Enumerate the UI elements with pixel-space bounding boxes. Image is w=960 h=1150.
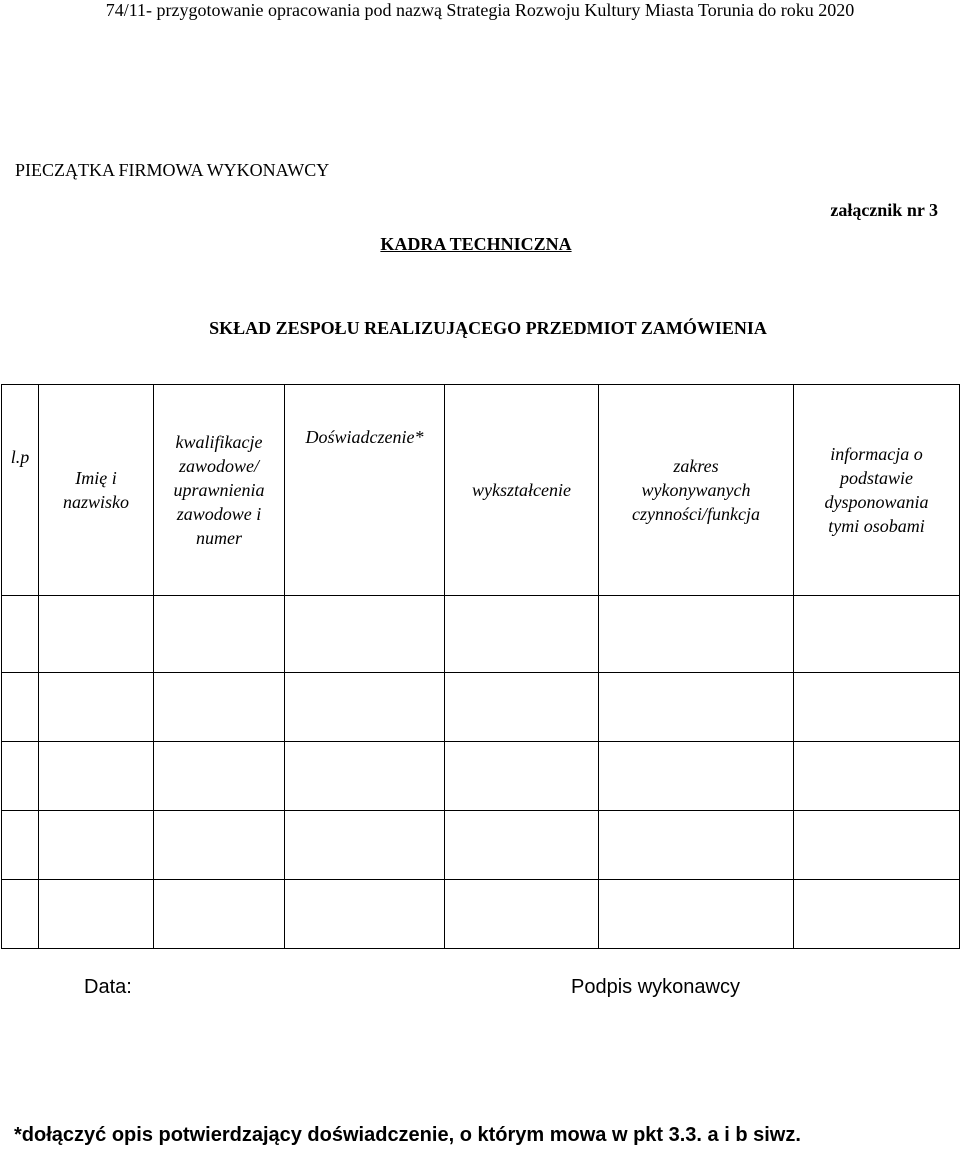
table-row: [2, 673, 960, 742]
table-cell[interactable]: [599, 673, 794, 742]
table-row: [2, 880, 960, 949]
document-header: 74/11- przygotowanie opracowania pod nazwą Strategia Rozwoju Kultury Miasta Torunia do roku 2020: [105, 0, 855, 20]
page-subtitle: SKŁAD ZESPOŁU REALIZUJĄCEGO PRZEDMIOT ZAMÓWIENIA: [209, 318, 767, 338]
annex-label: załącznik nr 3: [830, 200, 938, 220]
table-cell[interactable]: [2, 742, 39, 811]
table-cell[interactable]: [39, 811, 154, 880]
column-header-qualifications: kwalifikacje zawodowe/ uprawnienia zawodowe i numer: [154, 385, 285, 596]
table-header-row: [2, 385, 960, 596]
page-title: KADRA TECHNICZNA: [380, 234, 572, 254]
table-cell[interactable]: [39, 673, 154, 742]
table-row: [2, 742, 960, 811]
table-cell[interactable]: [154, 596, 285, 673]
table-cell[interactable]: [39, 880, 154, 949]
table-cell[interactable]: [599, 811, 794, 880]
table-cell[interactable]: [154, 880, 285, 949]
table-cell[interactable]: [2, 811, 39, 880]
table-cell[interactable]: [285, 596, 445, 673]
table-cell[interactable]: [154, 673, 285, 742]
staff-table: [1, 384, 960, 949]
footnote: *dołączyć opis potwierdzający doświadczenie, o którym mowa w pkt 3.3. a i b siwz.: [14, 1124, 801, 1146]
column-header-education: wykształcenie: [445, 385, 599, 596]
table-cell[interactable]: [39, 742, 154, 811]
table-cell[interactable]: [2, 673, 39, 742]
table-cell[interactable]: [285, 880, 445, 949]
company-stamp-label: PIECZĄTKA FIRMOWA WYKONAWCY: [15, 160, 330, 180]
table-row: [2, 811, 960, 880]
table-cell[interactable]: [2, 880, 39, 949]
table-cell[interactable]: [39, 596, 154, 673]
column-header-scope: zakres wykonywanych czynności/funkcja: [599, 385, 794, 596]
table-cell[interactable]: [794, 742, 960, 811]
table-cell[interactable]: [445, 811, 599, 880]
table-cell[interactable]: [445, 673, 599, 742]
column-header-name: Imię i nazwisko: [39, 385, 154, 596]
table-cell[interactable]: [154, 811, 285, 880]
table-cell[interactable]: [445, 742, 599, 811]
table-cell[interactable]: [2, 596, 39, 673]
table-cell[interactable]: [285, 673, 445, 742]
table-cell[interactable]: [599, 880, 794, 949]
table-cell[interactable]: [794, 811, 960, 880]
table-cell[interactable]: [599, 742, 794, 811]
table-cell[interactable]: [599, 596, 794, 673]
table-cell[interactable]: [794, 673, 960, 742]
table-cell[interactable]: [285, 811, 445, 880]
table-cell[interactable]: [445, 596, 599, 673]
column-header-disposal-basis: informacja o podstawie dysponowania tymi osobami: [794, 385, 960, 596]
table-cell[interactable]: [285, 742, 445, 811]
column-header-experience: Doświadczenie*: [285, 385, 445, 596]
table-row: [2, 596, 960, 673]
table-cell[interactable]: [154, 742, 285, 811]
column-header-lp: l.p: [2, 385, 39, 596]
table-cell[interactable]: [794, 596, 960, 673]
date-label: Data:: [84, 976, 132, 998]
table-cell[interactable]: [794, 880, 960, 949]
table-cell[interactable]: [445, 880, 599, 949]
signature-label: Podpis wykonawcy: [571, 976, 740, 998]
